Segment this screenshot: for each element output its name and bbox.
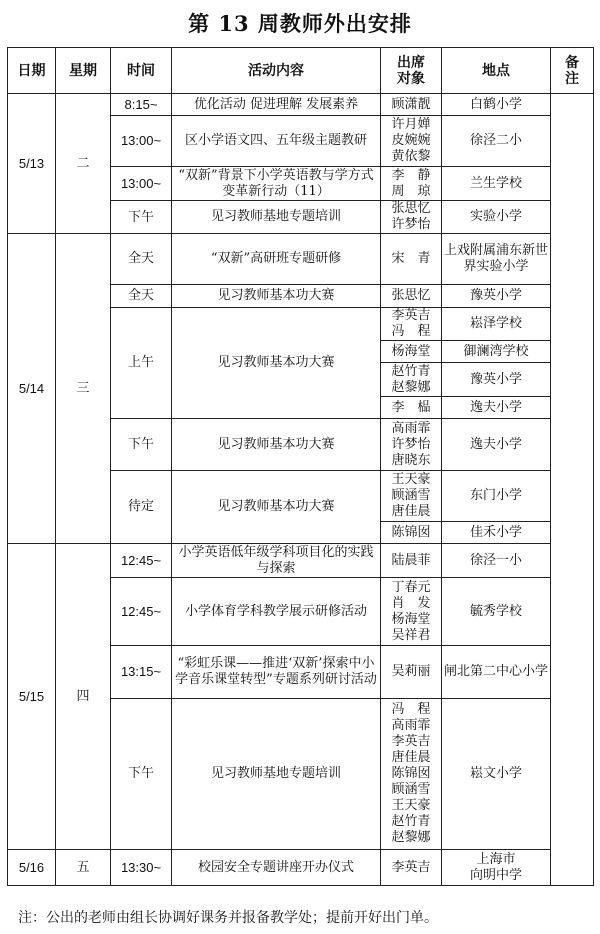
date-cell: 5/13 [8, 94, 56, 234]
location-cell: 徐泾二小 [442, 116, 551, 167]
location-cell: 逸夫小学 [442, 397, 551, 419]
location-cell: 豫英小学 [442, 363, 551, 397]
date-cell: 5/14 [8, 234, 56, 544]
attendee-cell: 丁春元 肖 发 杨海堂 吴祥君 [381, 578, 442, 646]
date-cell: 5/16 [8, 850, 56, 886]
location-cell: 崧文小学 [442, 699, 551, 850]
remark-cell [551, 94, 594, 886]
table-row [8, 850, 594, 886]
time-cell: 下午 [111, 201, 172, 234]
activity-cell: 见习教师基本功大赛 [172, 471, 381, 544]
activity-cell: 见习教师基本功大赛 [172, 285, 381, 308]
attendee-cell: 吴莉丽 [381, 646, 442, 699]
time-cell: 全天 [111, 285, 172, 308]
header-remark: 备 注 [551, 48, 594, 94]
activity-cell: 小学体育学科教学展示研修活动 [172, 578, 381, 646]
location-cell: 佳禾小学 [442, 522, 551, 544]
location-cell: 毓秀学校 [442, 578, 551, 646]
header-weekday: 星期 [56, 48, 111, 94]
attendee-cell: 陈锦囡 [381, 522, 442, 544]
attendee-cell: 李 榀 [381, 397, 442, 419]
time-cell: 下午 [111, 699, 172, 850]
attendee-cell: 宋 青 [381, 234, 442, 285]
header-location: 地点 [442, 48, 551, 94]
time-cell: 待定 [111, 471, 172, 544]
header-date: 日期 [8, 48, 56, 94]
time-cell: 12:45~ [111, 544, 172, 578]
time-cell: 下午 [111, 419, 172, 471]
location-cell: 徐泾一小 [442, 544, 551, 578]
activity-cell: 见习教师基本功大赛 [172, 308, 381, 419]
attendee-cell: 顾潇靓 [381, 94, 442, 116]
location-cell: 逸夫小学 [442, 419, 551, 471]
attendee-cell: 李英吉 [381, 850, 442, 886]
attendee-cell: 赵竹青 赵黎娜 [381, 363, 442, 397]
time-cell: 12:45~ [111, 578, 172, 646]
weekday-cell: 五 [56, 850, 111, 886]
activity-cell: 校园安全专题讲座开办仪式 [172, 850, 381, 886]
activity-cell: 区小学语文四、五年级主题教研 [172, 116, 381, 167]
location-cell: 白鹤小学 [442, 94, 551, 116]
attendee-cell: 许月婵 皮婉婉 黄依黎 [381, 116, 442, 167]
location-cell: 东门小学 [442, 471, 551, 522]
attendee-cell: 李英吉 冯 程 [381, 308, 442, 341]
activity-cell: “彩虹乐课——推进‘双新’探索中小学音乐课堂转型”专题系列研讨活动 [172, 646, 381, 699]
weekday-cell: 三 [56, 234, 111, 544]
page-title: 第 13 周教师外出安排 [188, 11, 412, 36]
activity-cell: “双新”高研班专题研修 [172, 234, 381, 285]
table-row [8, 544, 594, 578]
footer-note: 注：公出的老师由组长协调好课务并报备教学处；提前开好出门单。 [18, 910, 438, 926]
time-cell: 13:00~ [111, 116, 172, 167]
time-cell: 13:00~ [111, 167, 172, 201]
table-row [8, 234, 594, 285]
date-cell: 5/15 [8, 544, 56, 850]
header-attendees: 出席 对象 [381, 48, 442, 94]
header-time: 时间 [111, 48, 172, 94]
location-cell: 上戏附属浦东新世界实验小学 [442, 234, 551, 285]
time-cell: 13:15~ [111, 646, 172, 699]
attendee-cell: 李 静 周 琼 [381, 167, 442, 201]
attendee-cell: 冯 程 高雨霏 李英吉 唐佳晨 陈锦囡 顾涵雪 王天豪 赵竹青 赵黎娜 [381, 699, 442, 850]
activity-cell: 见习教师基地专题培训 [172, 699, 381, 850]
location-cell: 崧泽学校 [442, 308, 551, 341]
header-activity: 活动内容 [172, 48, 381, 94]
activity-cell: “双新”背景下小学英语教与学方式变革新行动（11） [172, 167, 381, 201]
attendee-cell: 高雨霏 许梦怡 唐晓东 [381, 419, 442, 471]
attendee-cell: 张思忆 [381, 285, 442, 308]
activity-cell: 优化活动 促进理解 发展素养 [172, 94, 381, 116]
attendee-cell: 杨海堂 [381, 341, 442, 363]
time-cell: 全天 [111, 234, 172, 285]
schedule-table [7, 47, 594, 886]
location-cell: 御澜湾学校 [442, 341, 551, 363]
attendee-cell: 张思忆 许梦怡 [381, 201, 442, 234]
location-cell: 上海市 向明中学 [442, 850, 551, 886]
activity-cell: 见习教师基本功大赛 [172, 419, 381, 471]
activity-cell: 小学英语低年级学科项目化的实践与探索 [172, 544, 381, 578]
location-cell: 实验小学 [442, 201, 551, 234]
activity-cell: 见习教师基地专题培训 [172, 201, 381, 234]
time-cell: 上午 [111, 308, 172, 419]
weekday-cell: 二 [56, 94, 111, 234]
header-row [8, 48, 594, 94]
weekday-cell: 四 [56, 544, 111, 850]
table-row [8, 94, 594, 116]
time-cell: 13:30~ [111, 850, 172, 886]
attendee-cell: 王天豪 顾涵雪 唐佳晨 [381, 471, 442, 522]
location-cell: 兰生学校 [442, 167, 551, 201]
location-cell: 豫英小学 [442, 285, 551, 308]
attendee-cell: 陆晨菲 [381, 544, 442, 578]
time-cell: 8:15~ [111, 94, 172, 116]
location-cell: 闸北第二中心小学 [442, 646, 551, 699]
